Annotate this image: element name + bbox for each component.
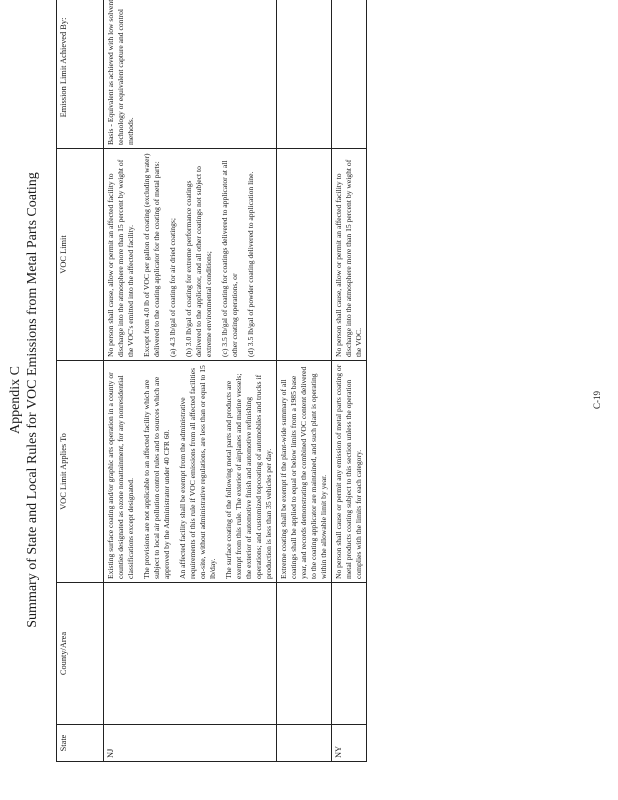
table-body [104,0,367,762]
applies-paragraph: No person shall cause or permit any emission of metal parts coating or metal products coating subject to this section unless the operation complies with the limits for each category. [334,364,363,579]
rules-table [56,0,367,762]
header-emission: Emission Limit Achieved By: [57,0,104,149]
page-subtitle: Summary of State and Local Rules for VOC Emissions from Metal Parts Coating [25,172,40,628]
cell-emission [332,0,367,149]
appendix-title: Appendix C [8,365,23,435]
header-voc-limit: VOC Limit [57,149,104,361]
cell-state: NY [332,725,367,762]
cell-county [104,583,277,725]
header-state: State [57,725,104,762]
voc-paragraph: (a) 4.3 lb/gal of coating for air dried coatings; [168,218,177,357]
cell-emission: Basis - Equivalent as achieved with low solvent technology or equivalent capture and control methods. [104,0,277,149]
cell-applies [277,361,332,583]
cell-emission [277,0,332,149]
cell-state: NJ [104,725,277,762]
table-row [332,0,367,762]
cell-county [277,583,332,725]
applies-paragraph: Extreme coating shall be exempt if the plant-wide summary of all coatings shall be applied to equal or below limits from a 1985 base year, and records demonstrating the combined VOC content delivered to the coating applicator are maintained, and such plant is operating within the allowable limit by year. [279,366,328,579]
cell-applies [104,361,277,583]
voc-paragraph: No person shall cause, allow or permit an affected facility to discharge into the atmosphere more than 15 percent by weight of the VOC. [334,159,363,357]
table-row [104,0,277,762]
cell-state [277,725,332,762]
header-applies: VOC Limit Applies To [57,361,104,583]
applies-paragraph: An affected facility shall be exempt from the administrative requirements of this rule if VOC emissions from all affected facilities on-site, without administrative regulations, are less than or equal to 15 lb/day. [178,365,217,579]
cell-county [332,583,367,725]
table-header-row [57,0,104,762]
voc-paragraph: (c) 3.5 lb/gal of coating for coatings delivered to applicator at all other coating operations, or [220,160,239,357]
voc-paragraph: (d) 3.5 lb/gal of powder coating delivered to application line. [246,171,255,357]
voc-paragraph: No person shall cause, allow or permit an affected facility to discharge into the atmosphere more than 15 percent by weight of the VOC's emitted into the affected facility. [106,159,135,357]
table-row [277,0,332,762]
cell-voc-limit [332,149,367,361]
cell-voc-limit [277,149,332,361]
applies-paragraph: Existing surface coating and/or graphic arts operation in a county or counties designated as ozone nonattainment, for any nonresidential classifications except designated. [106,372,135,579]
voc-paragraph: Except from 4.0 lb of VOC per gallon of coating (excluding water) delivered to the coating applicator for the coating of metal parts: [142,153,161,357]
applies-paragraph: The surface coating of the following metal parts and products are exempt from this rule. The exterior of airplanes and marine vessels; the exterior of automotive finish and automotive refinishing operations; and customized topcoating of automobiles and trucks if production is less than 35 vehicles per day. [224,373,273,579]
voc-paragraph: (b) 3.0 lb/gal of coating for extreme performance coatings delivered to the applicator, and all other coatings not subject to extreme environmental conditions; [184,166,213,357]
page-number: C-19 [592,391,602,409]
header-county: County/Area [57,583,104,725]
cell-voc-limit [104,149,277,361]
cell-applies [332,361,367,583]
applies-paragraph: The provisions are not applicable to an affected facility which are subject to local air pollution control rules and to sources which are approved by the Administrator under 40 CFR 60. [142,376,171,579]
